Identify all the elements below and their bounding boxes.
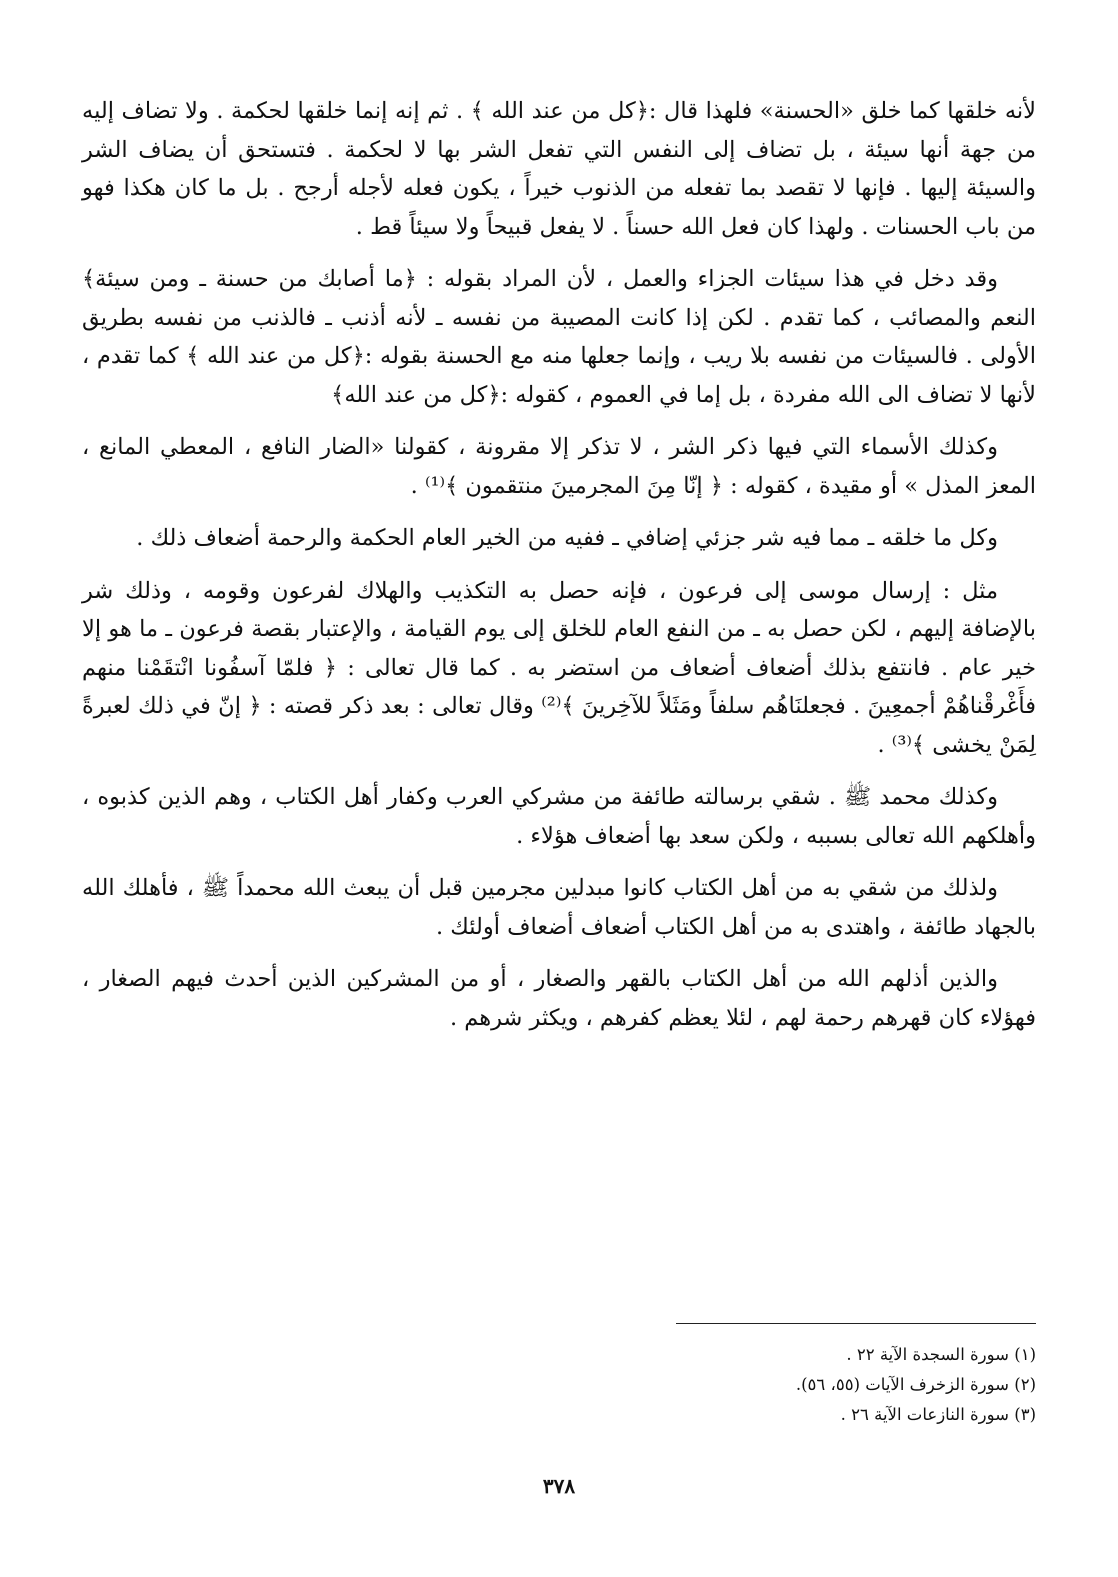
page-number: ٣٧٨ (542, 1474, 576, 1498)
paragraph-1: لأنه خلقها كما خلق «الحسنة» فلهذا قال :﴿كل من عند الله ﴾ . ثم إنه إنما خلقها لحكمة . ولا تضاف إليه من جهة أنها سيئة ، بل تضاف إلى النفس التي تفعل الشر بها لا لحكمة . فتستحق أن يضاف الشر والسيئة إليها . فإنها لا تقصد بما تفعله من الذنوب خيراً ، يكون فعله لأجله أرجح . بل ما كان هكذا فهو من باب الحسنات . ولهذا كان فعل الله حسناً . لا يفعل قبيحاً ولا سيئاً قط . (82, 98, 1036, 240)
footnote-2: (٢) سورة الزخرف الآيات (٥٥، ٥٦). (795, 1375, 1036, 1394)
paragraph-5: مثل : إرسال موسى إلى فرعون ، فإنه حصل به التكذيب والهلاك لفرعون وقومه ، وذلك شر بالإضافة إليهم ، لكن حصل به ـ من النفع العام للخلق إلى يوم القيامة ، والإعتبار بقصة فرعون ـ ما هو إلا خير عام . فانتفع بذلك أضعاف أضعاف من استضر به . كما قال تعالى : ﴿ فلمّا آسفُونا انْتقَمْنا منهم فأَغْرقْناهُمْ أجمعِينَ . فجعلنَاهُم سلفاً ومَثَلاً للآخِرينَ ﴾⁽²⁾ وقال تعالى : بعد ذكر قصته : ﴿ إنّ في ذلك لعبرةً لِمَنْ يخشى ﴾⁽³⁾ . (82, 577, 1036, 758)
paragraph-gap (82, 764, 1036, 778)
footnotes (560, 1340, 1036, 1430)
paragraph-3: وكذلك الأسماء التي فيها ذكر الشر ، لا تذكر إلا مقرونة ، كقولنا «الضار النافع ، المعطي المانع ، المعز المذل » أو مقيدة ، كقوله : ﴿ إنّا مِنَ المجرمينَ منتقمون ﴾⁽¹⁾ . (82, 434, 1036, 499)
paragraph-gap (82, 946, 1036, 960)
paragraph-7: ولذلك من شقي به من أهل الكتاب كانوا مبدلين مجرمين قبل أن يبعث الله محمداً ﷺ ، فأهلك الله بالجهاد طائفة ، واهتدى به من أهل الكتاب أضعاف أضعاف أولئك . (82, 875, 1036, 940)
paragraph-8: والذين أذلهم الله من أهل الكتاب بالقهر والصغار ، أو من المشركين الذين أحدث فيهم الصغار ، فهؤلاء كان قهرهم رحمة لهم ، لئلا يعظم كفرهم ، ويكثر شرهم . (82, 966, 1036, 1031)
paragraph-gap (82, 414, 1036, 428)
paragraph-gap (82, 505, 1036, 519)
page-body (82, 92, 1036, 1037)
footnote-divider (676, 1323, 1036, 1324)
paragraph-2: وقد دخل في هذا سيئات الجزاء والعمل ، لأن المراد بقوله : ﴿ما أصابك من حسنة ـ ومن سيئة﴾ النعم والمصائب ، كما تقدم . لكن إذا كانت المصيبة من نفسه ـ لأنه أذنب ـ فالذنب من نفسه بطريق الأولى . فالسيئات من نفسه بلا ريب ، وإنما جعلها منه مع الحسنة بقوله :﴿كل من عند الله ﴾ كما تقدم ، لأنها لا تضاف الى الله مفردة ، بل إما في العموم ، كقوله :﴿كل من عند الله﴾ (82, 266, 1036, 408)
paragraph-gap (82, 246, 1036, 260)
paragraph-4: وكل ما خلقه ـ مما فيه شر جزئي إضافي ـ ففيه من الخير العام الحكمة والرحمة أضعاف ذلك . (136, 525, 998, 551)
paragraph-gap (82, 855, 1036, 869)
footnote-1: (١) سورة السجدة الآية ٢٢ . (846, 1345, 1036, 1364)
paragraph-6: وكذلك محمد ﷺ . شقي برسالته طائفة من مشركي العرب وكفار أهل الكتاب ، وهم الذين كذبوه ، وأهلكهم الله تعالى بسببه ، ولكن سعد بها أضعاف هؤلاء . (82, 784, 1036, 849)
footnote-3: (٣) سورة النازعات الآية ٢٦ . (840, 1405, 1036, 1424)
paragraph-gap (82, 558, 1036, 572)
